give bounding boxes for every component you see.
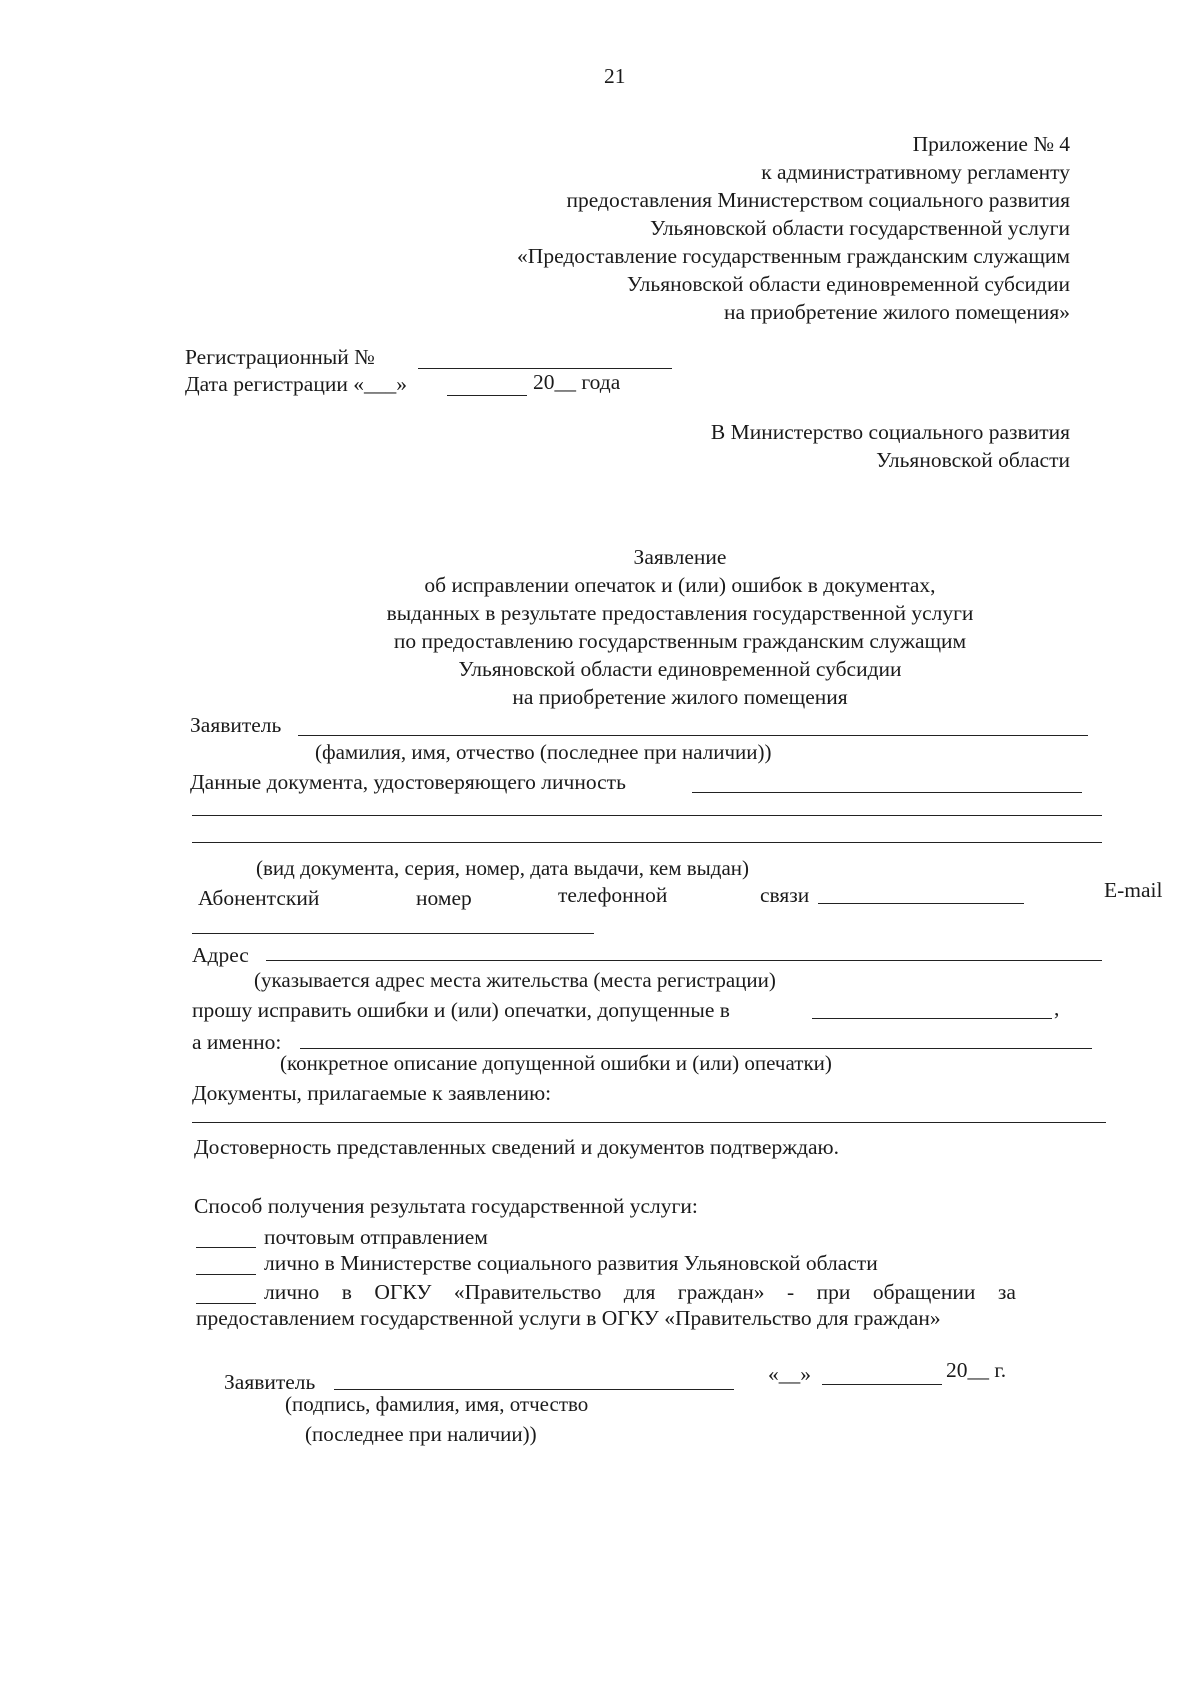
delivery-ogku-option [264, 1280, 1016, 1305]
delivery-heading: Способ получения результата государственной услуги: [194, 1194, 698, 1218]
addressee-line: В Министерство социального развития [710, 420, 1070, 444]
delivery-ogku-checkbox[interactable] [196, 1303, 256, 1304]
applicant-field[interactable] [298, 735, 1088, 736]
registration-number-label: Регистрационный № [185, 345, 375, 369]
delivery-ministry-checkbox[interactable] [196, 1274, 256, 1275]
signature-date-year: 20__ г. [946, 1358, 1007, 1382]
page-number: 21 [604, 64, 626, 88]
correction-comma: , [1054, 996, 1060, 1020]
attachments-field[interactable] [192, 1122, 1106, 1123]
applicant-caption: (фамилия, имя, отчество (последнее при наличии)) [315, 740, 772, 764]
title-line: об исправлении опечаток и (или) ошибок в документах, [424, 573, 936, 597]
title-line: Ульяновской области единовременной субсидии [458, 657, 902, 681]
title-line: по предоставлению государственным гражданским служащим [393, 629, 967, 653]
id-document-field-line2[interactable] [192, 815, 1102, 816]
correction-document-field[interactable] [812, 1018, 1052, 1019]
signature-date-month-field[interactable] [822, 1384, 942, 1385]
registration-date-year: 20__ года [533, 370, 621, 394]
ogku-word: «Правительство [453, 1280, 602, 1304]
namely-label: а именно: [192, 1030, 282, 1054]
delivery-mail-checkbox[interactable] [196, 1247, 256, 1248]
ogku-word: при [816, 1280, 851, 1304]
ogku-word: граждан» [677, 1280, 765, 1304]
registration-date-label: Дата регистрации «___» [185, 372, 407, 396]
ogku-word: ОГКУ [374, 1280, 432, 1304]
signature-caption-line2: (последнее при наличии)) [305, 1422, 537, 1446]
addressee-line: Ульяновской области [876, 448, 1070, 472]
namely-caption: (конкретное описание допущенной ошибки и (или) опечатки) [280, 1051, 832, 1075]
title-line: Заявление [633, 545, 727, 569]
confirmation-text: Достоверность представленных сведений и документов подтверждаю. [194, 1135, 839, 1159]
correction-label: прошу исправить ошибки и (или) опечатки, допущенные в [192, 998, 730, 1022]
delivery-ministry-option: лично в Министерстве социального развития Ульяновской области [264, 1251, 878, 1275]
ogku-word: - [786, 1280, 795, 1304]
delivery-mail-option: почтовым отправлением [264, 1225, 488, 1249]
email-field[interactable] [192, 933, 594, 934]
ogku-word: лично [264, 1280, 320, 1304]
signature-label: Заявитель [224, 1370, 316, 1394]
ogku-word: за [997, 1280, 1016, 1304]
appendix-block [370, 130, 1070, 326]
registration-number-field[interactable] [418, 368, 672, 369]
title-line: выданных в результате предоставления государственной услуги [386, 601, 974, 625]
appendix-line: к административному регламенту [761, 160, 1070, 184]
ogku-word: обращении [872, 1280, 976, 1304]
delivery-ogku-option-line2: предоставлением государственной услуги в ОГКУ «Правительство для граждан» [196, 1306, 941, 1330]
id-document-label: Данные документа, удостоверяющего личность [190, 770, 626, 794]
phone-field[interactable] [818, 903, 1024, 904]
signature-field[interactable] [334, 1389, 734, 1390]
namely-field[interactable] [300, 1048, 1092, 1049]
ogku-word: в [341, 1280, 352, 1304]
id-document-caption: (вид документа, серия, номер, дата выдачи, кем выдан) [256, 856, 749, 880]
address-label: Адрес [192, 943, 249, 967]
id-document-field-line3[interactable] [192, 842, 1102, 843]
attachments-label: Документы, прилагаемые к заявлению: [192, 1081, 552, 1105]
signature-caption-line1: (подпись, фамилия, имя, отчество [285, 1392, 589, 1416]
phone-label-word: связи [760, 883, 810, 907]
id-document-field[interactable] [692, 792, 1082, 793]
registration-date-month-field[interactable] [447, 395, 527, 396]
appendix-line: Ульяновской области государственной услуги [650, 216, 1070, 240]
address-caption: (указывается адрес места жительства (места регистрации) [254, 968, 776, 992]
ogku-word: для [623, 1280, 656, 1304]
document-title [290, 543, 1070, 711]
phone-label-word: Абонентский [198, 886, 320, 910]
phone-label-word: телефонной [558, 883, 668, 907]
phone-label-word: номер [416, 886, 472, 910]
signature-date-day: «__» [768, 1362, 811, 1386]
addressee-block [470, 418, 1070, 474]
appendix-line: «Предоставление государственным гражданским служащим [517, 244, 1070, 268]
appendix-line: Приложение № 4 [912, 132, 1070, 156]
address-field[interactable] [266, 960, 1102, 961]
email-label: E-mail [1104, 878, 1163, 902]
appendix-line: предоставления Министерством социального развития [566, 188, 1070, 212]
title-line: на приобретение жилого помещения [512, 685, 848, 709]
applicant-label: Заявитель [190, 713, 282, 737]
appendix-line: Ульяновской области единовременной субсидии [626, 272, 1070, 296]
appendix-line: на приобретение жилого помещения» [723, 300, 1070, 324]
